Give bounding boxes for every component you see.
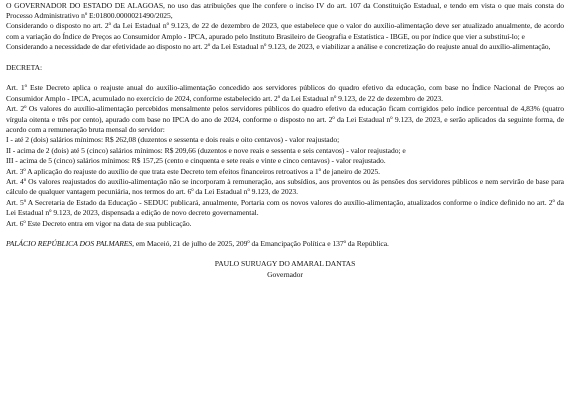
preamble-paragraph: Considerando a necessidade de dar efetividade ao disposto no art. 2º da Lei Estadual nº 9.123, de 2023, e viabilizar a análise e concretização do reajuste anual do auxílio-alimentação,: [6, 42, 551, 52]
preamble-paragraph: Considerando o disposto no art. 2º da Lei Estadual nº 9.123, de 22 de dezembro de 2023, que estabelece que o valor do auxílio-alimentação deve ser atualizado anualmente, de acordo com a variação do Índice de Preços ao Consumidor Amplo - IPCA, apurado pelo Instituto Brasileiro de Geografia e Estatística - IBGE, ou por índice que vier a substituí-lo; e: [6, 21, 564, 41]
article-item: III - acima de 5 (cinco) salários mínimos: R$ 157,25 (cento e cinquenta e sete reais e vinte e cinco centavos) - valor reajustado.: [6, 156, 386, 166]
article-paragraph: Art. 4º Os valores reajustados do auxílio-alimentação não se incorporam à remuneração, aos subsídios, aos proventos ou às pensões dos servidores públicos e nem servirão de base para cálculo de qualquer vantagem pecuniária, nos termos do art. 6º da Lei Estadual nº 9.123, de 2023.: [6, 176, 564, 197]
preamble-paragraph: O GOVERNADOR DO ESTADO DE ALAGOAS, no uso das atribuições que lhe confere o inciso IV do art. 107 da Constituição Estadual, e tendo em vista o que mais consta do Processo Administrativo nº E:01800.0000021490/2025,: [6, 0, 564, 20]
preamble: [6, 1, 564, 53]
closing-text: [6, 239, 389, 249]
article-paragraph: Art. 3º A aplicação do reajuste do auxílio de que trata este Decreto tem efeitos financeiros retroativos a 1º de janeiro de 2025.: [6, 166, 381, 176]
article-paragraph: Art. 1º Este Decreto aplica o reajuste anual do auxílio-alimentação concedido aos servidores públicos do quadro efetivo da educação, com base no Índice Nacional de Preços ao Consumidor Amplo - IPCA, acumulado no exercício de 2024, conforme estabelecido art. 2º da Lei Estadual nº 9.123, de 22 de dezembro de 2023.: [6, 83, 564, 103]
signature-block: [6, 259, 564, 280]
decreta-heading: DECRETA:: [6, 62, 43, 72]
article-paragraph: Art. 6º Este Decreto entra em vigor na data de sua publicação.: [6, 218, 192, 228]
closing-line: [6, 239, 564, 249]
article-item: II - acima de 2 (dois) até 5 (cinco) salários mínimos: R$ 209,66 (duzentos e nove reais e sessenta e seis centavos) - valor reajustado; e: [6, 145, 406, 155]
closing-date: , em Maceió, 21 de julho de 2025, 209º da Emancipação Política e 137º da República.: [132, 239, 389, 249]
signatory-name: PAULO SURUAGY DO AMARAL DANTAS: [214, 259, 356, 269]
articles: [6, 83, 564, 229]
spacer: [6, 53, 564, 63]
article-item: I - até 2 (dois) salários mínimos: R$ 262,08 (duzentos e sessenta e dois reais e oito centavos) - valor reajustado;: [6, 135, 340, 145]
closing-place: PALÁCIO REPÚBLICA DOS PALMARES: [6, 239, 133, 249]
article-paragraph: Art. 2º Os valores do auxílio-alimentação percebidos mensalmente pelos servidores públicos do quadro efetivo da educação ficam corrigidos pelo índice percentual de 4,83% (quatro vírgula oitenta e três por cento), apurado com base no IPCA do ano de 2024, conforme o disposto no art. 2º da Lei Estadual nº 9.123, de 2023, e serão aplicados da seguinte forma, de acordo com a remuneração bruta mensal do servidor:: [6, 104, 564, 134]
signatory-title: Governador: [267, 269, 303, 279]
article-paragraph: Art. 5º A Secretaria de Estado da Educação - SEDUC publicará, anualmente, Portaria com os novos valores do auxílio-alimentação, atualizados conforme o índice definido no art. 2º da Lei Estadual nº 9.123, de 2023, dispensada a edição de novo decreto governamental.: [6, 197, 564, 218]
